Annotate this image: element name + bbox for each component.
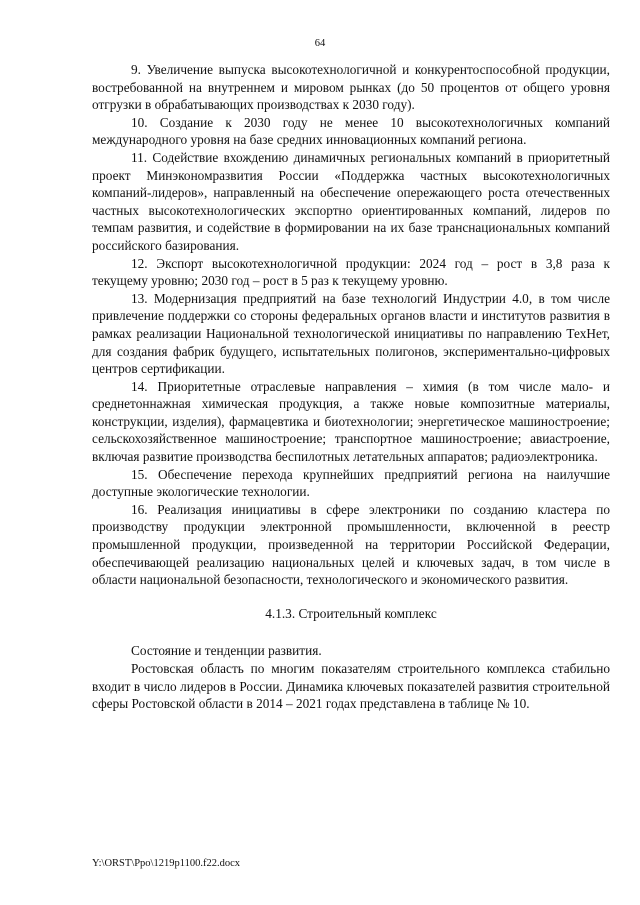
paragraph-rostov-construction: Ростовская область по многим показателям строительного комплекса стабильно входит в число лидеров в России. Динамика ключевых показателей развития строительной сферы Ростовской области в 2014 – 2021 годах представлена в таблице № 10.: [92, 661, 610, 712]
paragraph-item-9: 9. Увеличение выпуска высокотехнологичной и конкурентоспособной продукции, востребованной на внутреннем и мировом рынках (до 50 процентов от общего уровня отгрузки в обрабатывающих производствах к 2030 году).: [92, 62, 610, 113]
paragraph-item-12: 12. Экспорт высокотехнологичной продукции: 2024 год – рост в 3,8 раза к текущему уровню; 2030 год – рост в 5 раз к текущему уровню.: [92, 255, 610, 289]
document-body: [92, 61, 610, 713]
page-number: 64: [314, 38, 326, 49]
paragraph-item-16: 16. Реализация инициативы в сфере электроники по созданию кластера по производству продукции электронной промышленности, включенной в реестр промышленной продукции, произведенной на территории Российской Федерации, обеспечивающей реализацию национальных целей и ключевых задач, в том числе в области национальной безопасности, технологического и экономического развития.: [92, 501, 610, 588]
section-heading: 4.1.3. Строительный комплекс: [265, 605, 437, 621]
paragraph-item-14: 14. Приоритетные отраслевые направления – химия (в том числе мало- и среднетоннажная химическая продукция, а также новые композитные материалы, конструкции, изделия), фармацевтика и биотехнологии; энергетическое машиностроение; сельскохозяйственное машиностроение; транспортное машиностроение; авиастроение, включая развитие производства беспилотных летательных аппаратов; радиоэлектроника.: [92, 378, 610, 465]
paragraph-item-10: 10. Создание к 2030 году не менее 10 высокотехнологичных компаний международного уровня на базе средних инновационных компаний региона.: [92, 114, 610, 148]
footer-file-path: Y:\ORST\Ppo\1219p1100.f22.docx: [92, 858, 240, 869]
paragraph-state-trends: Состояние и тенденции развития.: [131, 643, 322, 659]
paragraph-item-13: 13. Модернизация предприятий на базе технологий Индустрии 4.0, в том числе привлечение поддержки со стороны федеральных органов власти и институтов развития в рамках реализации Национальной технологической инициативы по направлению ТехНет, для создания фабрик будущего, испытательных полигонов, экспериментально-цифровых центров сертификации.: [92, 290, 610, 377]
paragraph-item-11: 11. Содействие вхождению динамичных региональных компаний в приоритетный проект Минэкономразвития России «Поддержка частных высокотехнологичных компаний-лидеров», направленный на обеспечение опережающего роста отечественных частных высокотехнологических экспортно ориентированных компаний, лидеров по темпам развития, и содействие в формировании на их базе транснациональных компаний российского базирования.: [92, 149, 610, 253]
paragraph-item-15: 15. Обеспечение перехода крупнейших предприятий региона на наилучшие доступные экологические технологии.: [92, 466, 610, 500]
